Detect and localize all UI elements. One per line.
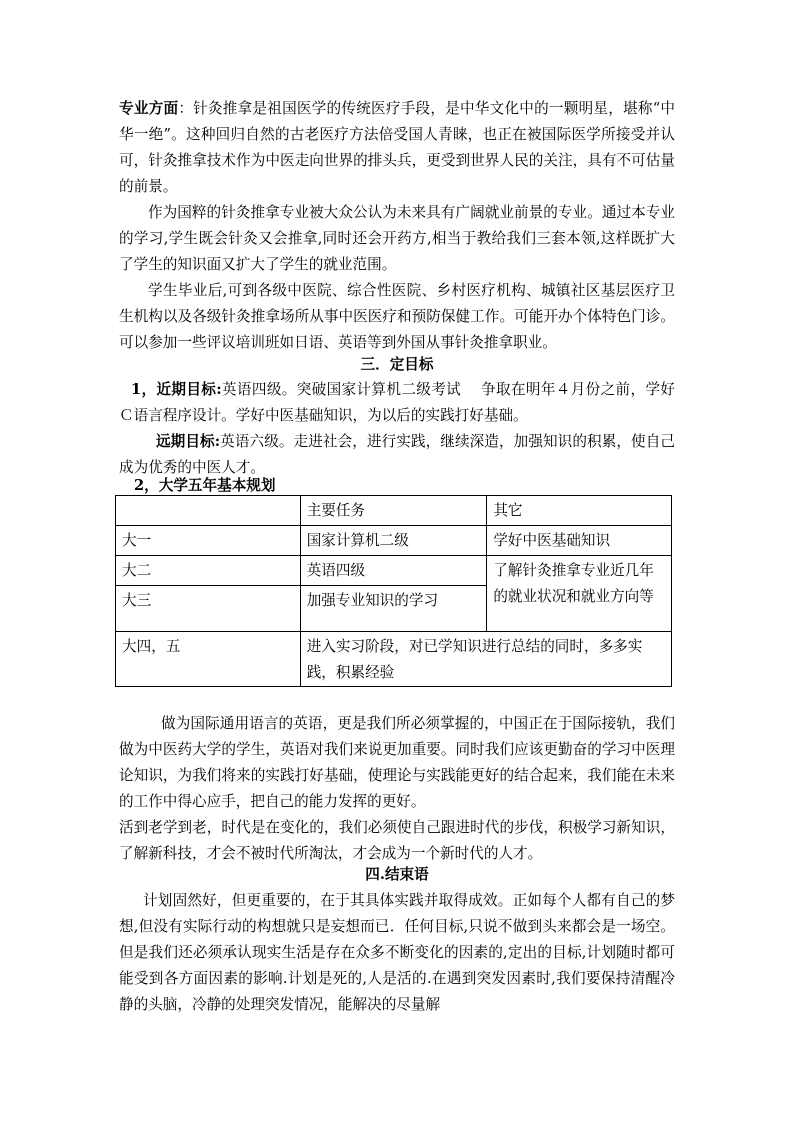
task-cell: 进入实习阶段，对已学知识进行总结的同时，多多实践，积累经验 bbox=[300, 632, 671, 687]
paragraph-employment: 学生毕业后,可到各级中医院、综合性医院、乡村医疗机构、城镇社区基层医疗卫生机构以及各级针灸推拿场所从事中医医疗和预防保健工作。可能开办个体特色门诊。可以参加一些评议培训班如日语、英语等到外国从事针灸推拿职业。 bbox=[119, 282, 675, 351]
paragraph-english: 做为国际通用语言的英语，更是我们所必须掌握的，中国正在于国际接轨，我们做为中医药大学的学生，英语对我们来说更加重要。同时我们应该更勤奋的学习中医理论知识，为我们将来的实践打好基础，使理论与实践能更好的结合起来，我们能在未来的工作中得心应手，把自己的能力发挥的更好。 bbox=[119, 715, 675, 810]
other-cell: 学好中医基础知识 bbox=[487, 526, 672, 556]
section-3-title: 三．定目标 bbox=[360, 356, 434, 373]
short-goal-label: 1，近期目标: bbox=[131, 381, 222, 398]
paragraph-prospects: 作为国粹的针灸推拿专业被大众公认为未来具有广阔就业前景的专业。通过本专业的学习,学生既会针灸又会推拿,同时还会开药方,相当于教给我们三套本领,这样既扩大了学生的知识面又扩大了学生的就业范围。 bbox=[119, 204, 675, 273]
short-goal-text: 英语四级。突破国家计算机二级考试 争取在明年４月份之前，学好Ｃ语言程序设计。学好中医基础知识，为以后的实践打好基础。 bbox=[119, 381, 675, 424]
year-cell: 大一 bbox=[116, 526, 301, 556]
plan-title: 2，大学五年基本规划 bbox=[134, 477, 276, 494]
other-cell: 了解针灸推拿专业近几年的就业状况和就业方向等 bbox=[487, 556, 672, 632]
task-cell: 英语四级 bbox=[300, 556, 487, 586]
major-label: 专业方面 bbox=[119, 100, 179, 117]
table-header-row bbox=[116, 496, 672, 526]
major-text: ：针灸推拿是祖国医学的传统医疗手段，是中华文化中的一颗明星，堪称“中华一绝”。这种回归自然的古老医疗方法倍受国人青睐，也正在被国际医学所接受并认可，针灸推拿技术作为中医走向世界的排头兵，更受到世界人民的关注，具有不可估量的前景。 bbox=[119, 100, 675, 195]
section-4-title: 四.结束语 bbox=[365, 866, 429, 883]
long-goal-text: 英语六级。走进社会，进行实践，继续深造，加强知识的积累，使自己成为优秀的中医人才。 bbox=[119, 433, 675, 476]
table-row bbox=[116, 526, 672, 556]
table-row bbox=[116, 632, 672, 687]
long-goal-label: 远期目标: bbox=[156, 433, 221, 450]
paragraph-major bbox=[119, 96, 675, 200]
header-cell: 其它 bbox=[487, 496, 672, 526]
year-cell: 大四，五 bbox=[116, 632, 301, 687]
five-year-plan-table bbox=[115, 495, 672, 687]
paragraph-conclusion: 计划固然好，但更重要的，在于其具体实践并取得成效。正如每个人都有自己的梦想,但没有实际行动的构想就只是妄想而已．任何目标,只说不做到头来都会是一场空。但是我们还必须承认现实生活是存在众多不断变化的因素的,定出的目标,计划随时都可能受到各方面因素的影响.计划是死的,人是活的.在遇到突发因素时,我们要保持清醒冷静的头脑，冷静的处理突发情况，能解决的尽量解 bbox=[119, 892, 675, 1013]
header-cell bbox=[116, 496, 301, 526]
paragraph-lifelong-learning: 活到老学到老，时代是在变化的，我们必须使自己跟进时代的步伐，积极学习新知识，了解新科技，才会不被时代所淘汰，才会成为一个新时代的人才。 bbox=[119, 819, 675, 862]
year-cell: 大三 bbox=[116, 586, 301, 632]
paragraph-short-goal bbox=[119, 377, 675, 429]
table-row bbox=[116, 556, 672, 586]
year-cell: 大二 bbox=[116, 556, 301, 586]
task-cell: 国家计算机二级 bbox=[300, 526, 487, 556]
header-cell: 主要任务 bbox=[300, 496, 487, 526]
task-cell: 加强专业知识的学习 bbox=[300, 586, 487, 632]
